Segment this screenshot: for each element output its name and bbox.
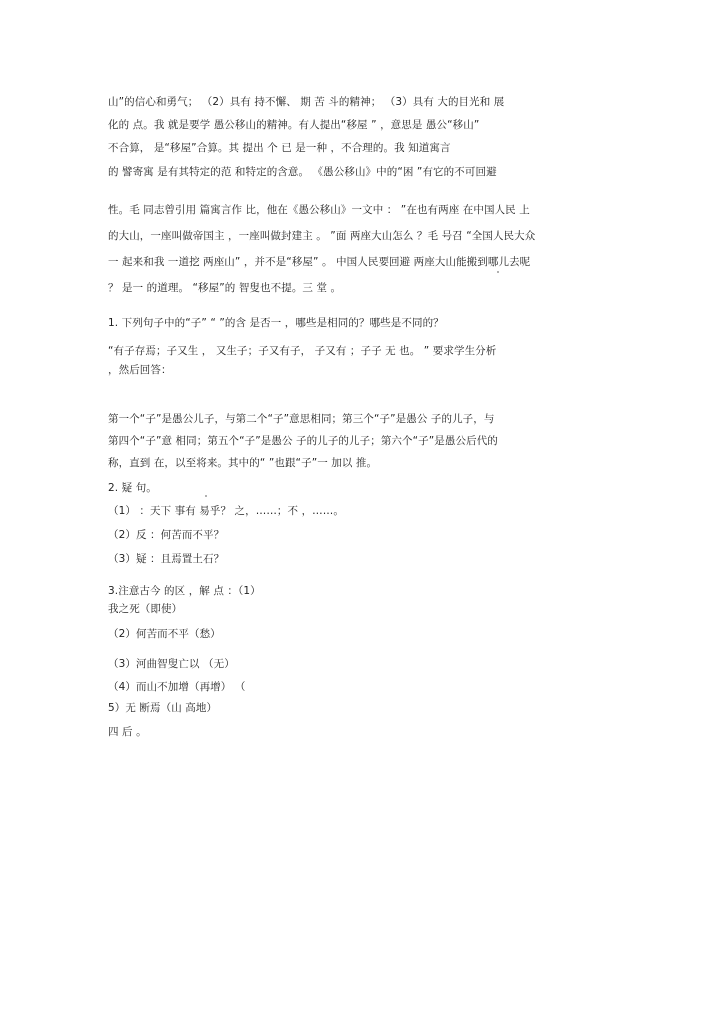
text-line: 的 譬寄寓 是有其特定的范 和特定的含意。 《愚公移山》中的“困 ”有它的不可回避 (108, 166, 497, 178)
text-line: “有子存焉；子又生 ， 又生子；子又有子， 子又有 ；子子 无 也。 ” 要求学生分析 (108, 345, 497, 357)
question-line: 2. 疑 句。 (108, 482, 157, 494)
text-line: （2）何苦而不平（愁） (108, 628, 221, 640)
text-line: 四 后 。 (108, 726, 147, 738)
text-line: 我之死（即使） (108, 603, 183, 615)
text-line: 性。毛 同志曾引用 篇寓言作 比，他在《愚公移山》一文中 ： ”在也有两座 在中国人民 上 (108, 204, 530, 216)
stray-mark (497, 271, 499, 273)
text-line: （3）疑 ：且焉置土石？ (108, 553, 225, 565)
text-line: 山”的信心和勇气； （2）具有 持不懈、 期 苦 斗的精神； （3）具有 大的目光和 展 (108, 96, 505, 108)
text-line: 不合算， 是“移屋”合算。其 提出 个 已 是一种 ，不合理的。我 知道寓言 (108, 142, 451, 154)
text-line: ，然后回答： (108, 364, 172, 376)
question-line: 3.注意古今 的区 ，解 点 ：（1） (108, 585, 261, 597)
text-line: （2）反 ：何苦而不平？ (108, 529, 225, 541)
text-line: 化的 点。我 就是要学 愚公移山的精神。有人提出“移屋 ” ，意思是 愚公“移山” (108, 119, 480, 131)
text-line: 第一个“子”是愚公儿子，与第二个“子”意思相同；第三个“子”是愚公 子的儿子，与 (108, 413, 495, 425)
text-line: （3）河曲智叟亡以 （无） (108, 658, 235, 670)
stray-mark (205, 495, 207, 497)
text-line: （4）而山不加增（再增） （ (108, 681, 246, 693)
text-line: 5）无 断焉（山 高地） (108, 702, 218, 714)
text-line: （1） ：天下 事有 易乎？ 之，……；不 ，……。 (108, 505, 344, 517)
text-line: 第四个“子”意 相同；第五个“子”是愚公 子的儿子的儿子；第六个“子”是愚公后代的 (108, 435, 498, 447)
text-line: ？ 是一 的道理。 “移屋”的 智叟也不提。三 堂 。 (108, 282, 342, 294)
text-line: 称，直到 在，以至将来。其中的“ ”也跟“子”一 加以 推。 (108, 457, 378, 469)
text-line: 的大山，一座叫做帝国主 ，一座叫做封建主 。 ”面 两座大山怎么 ？毛 号召 “全国人民大众 (108, 230, 536, 242)
question-line: 1. 下列句子中的“子” “ ”的含 是否一 ，哪些是相同的？哪些是不同的？ (108, 317, 444, 329)
text-line: 一 起来和我 一道挖 两座山” ，并不是“移屋” 。 中国人民要回避 两座大山能搬到哪儿去呢 (108, 256, 531, 268)
